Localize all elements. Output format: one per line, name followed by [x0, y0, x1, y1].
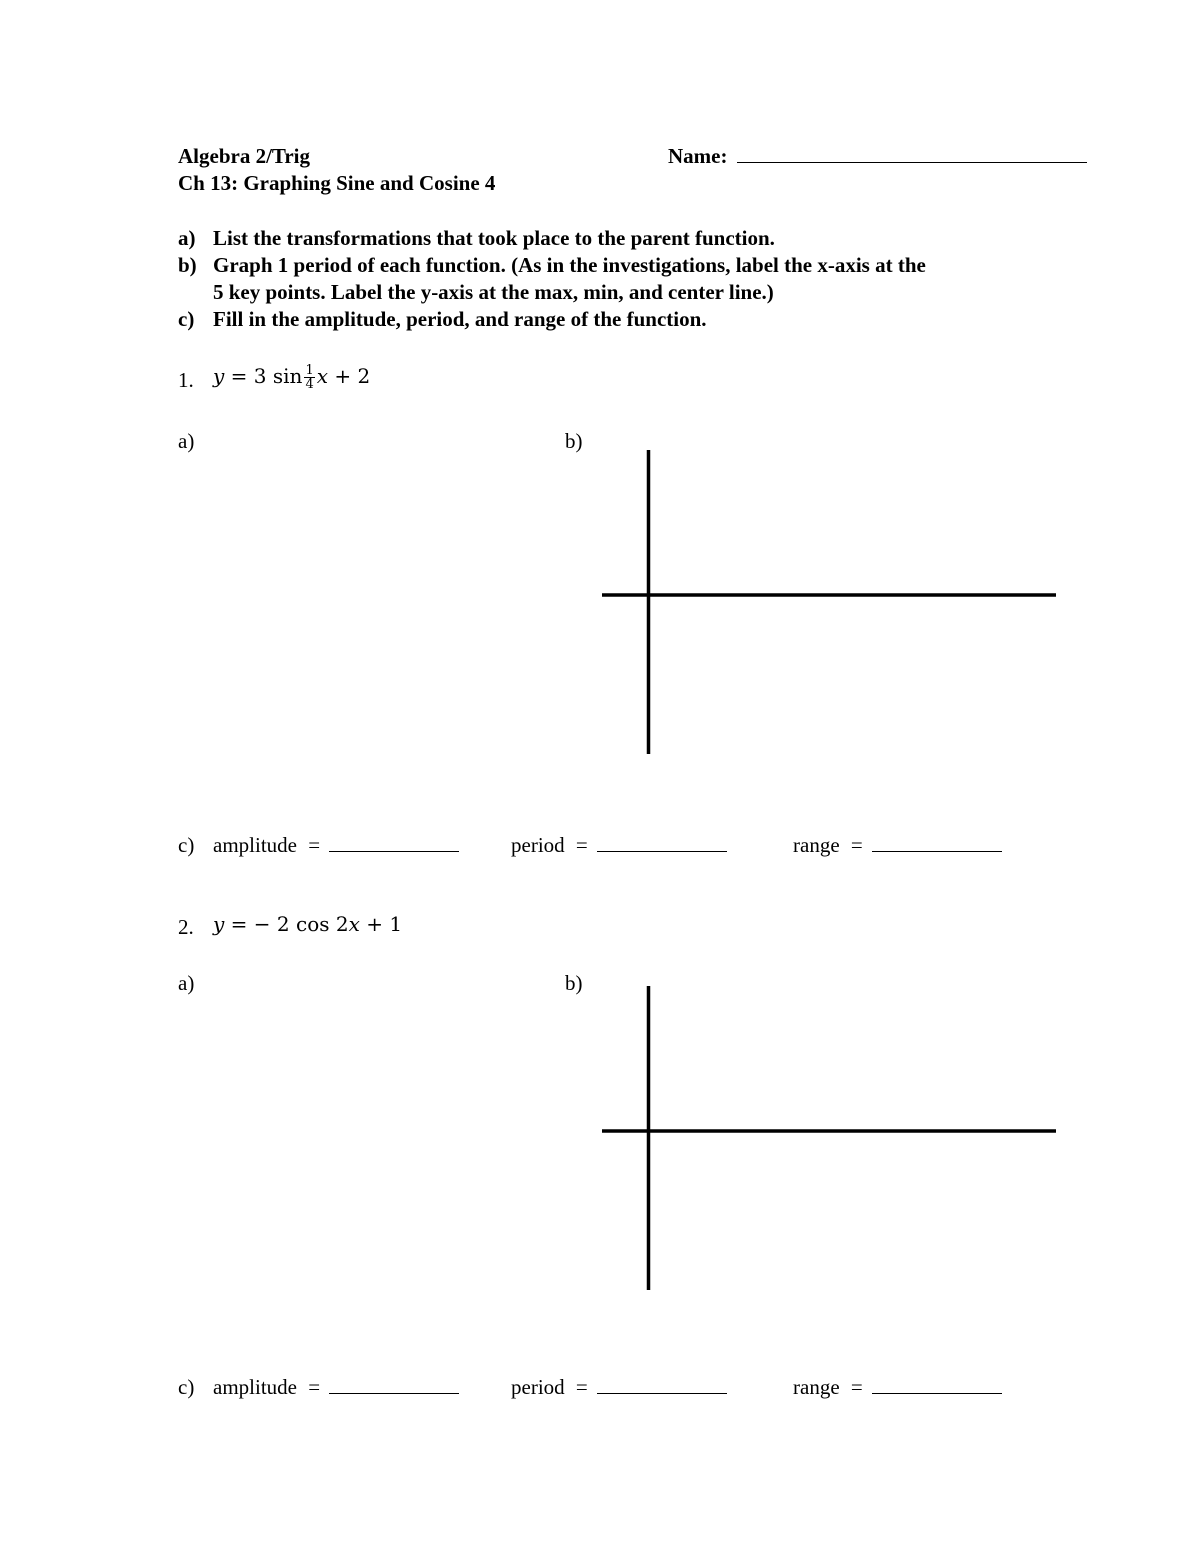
range-label: range: [793, 1375, 840, 1399]
period-label: period: [511, 1375, 565, 1399]
problem-2-graph-axes[interactable]: [600, 984, 1060, 1294]
instruction-a-text: List the transformations that took place to the parent function.: [213, 226, 775, 250]
problem-2-amplitude: amplitude =: [213, 1374, 459, 1400]
problem-1-graph-axes[interactable]: [600, 448, 1060, 758]
problem-1-amplitude: amplitude =: [213, 832, 459, 858]
problem-1-part-a-label: a): [178, 429, 195, 453]
instruction-c-text: Fill in the amplitude, period, and range of the function.: [213, 307, 707, 331]
instruction-b-text-line2: 5 key points. Label the y-axis at the max, min, and center line.): [213, 280, 774, 304]
instruction-c-letter: c): [178, 307, 195, 331]
instruction-b-text-line1: Graph 1 period of each function. (As in the investigations, label the x-axis at the: [213, 253, 926, 277]
amplitude-blank[interactable]: [329, 1375, 459, 1394]
problem-2-period: period =: [511, 1374, 727, 1400]
part-c-label: c): [178, 833, 195, 857]
amplitude-label: amplitude: [213, 833, 297, 857]
part-c-label: c): [178, 1375, 195, 1399]
range-blank[interactable]: [872, 1375, 1002, 1394]
range-blank[interactable]: [872, 833, 1002, 852]
period-blank[interactable]: [597, 833, 727, 852]
problem-2-part-b-label: b): [565, 971, 583, 995]
problem-2-part-a-label: a): [178, 971, 195, 995]
course-title: Algebra 2/Trig: [178, 144, 311, 168]
problem-1-range: range =: [793, 832, 1002, 858]
problem-1-period: period =: [511, 832, 727, 858]
instruction-b-letter: b): [178, 253, 197, 277]
fraction: $\frac{1}{4}$: [305, 363, 314, 392]
chapter-title: Ch 13: Graphing Sine and Cosine 4: [178, 171, 496, 195]
amplitude-blank[interactable]: [329, 833, 459, 852]
problem-1-number: 1.: [178, 368, 194, 392]
name-field[interactable]: [668, 143, 1087, 169]
name-label: Name:: [668, 144, 728, 168]
problem-2-number: 2.: [178, 915, 194, 939]
instruction-a-letter: a): [178, 226, 196, 250]
period-label: period: [511, 833, 565, 857]
amplitude-label: amplitude: [213, 1375, 297, 1399]
problem-2-part-c: [178, 1374, 194, 1400]
period-blank[interactable]: [597, 1375, 727, 1394]
problem-1-part-c: [178, 832, 194, 858]
problem-1-part-b-label: b): [565, 429, 583, 453]
range-label: range: [793, 833, 840, 857]
problem-1-equation: y = 3 sin $\frac{1}{4}$ x + 2: [213, 363, 371, 392]
problem-2-range: range =: [793, 1374, 1002, 1400]
problem-2-equation: y = − 2 cos 2x + 1: [213, 912, 403, 936]
name-blank[interactable]: [737, 144, 1087, 163]
